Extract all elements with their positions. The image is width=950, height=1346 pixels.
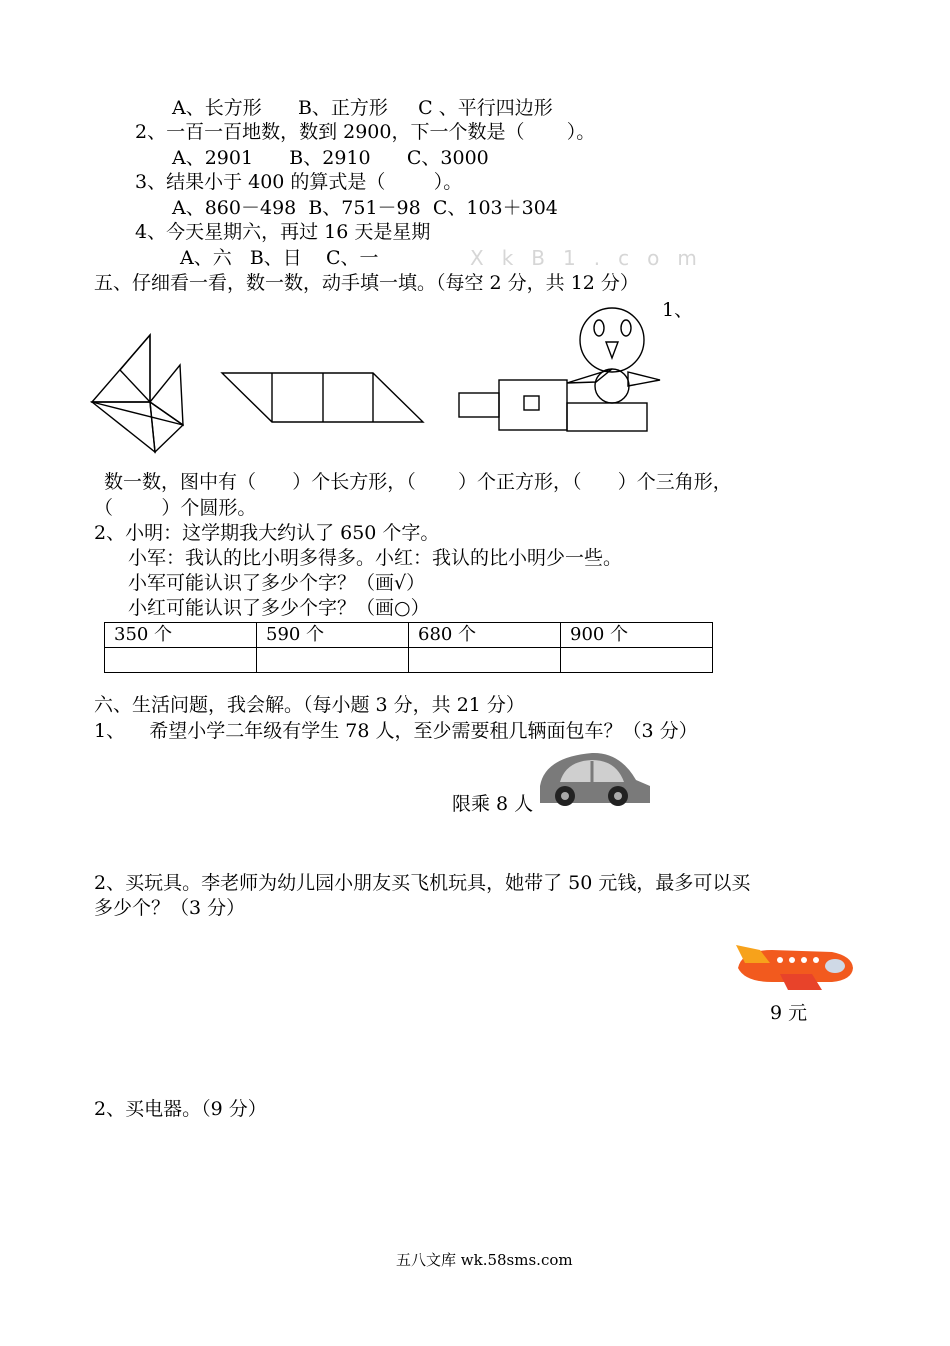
- robot-shape: [459, 308, 660, 431]
- section6-title: 六、生活问题，我会解。（每小题 3 分，共 21 分）: [94, 694, 525, 716]
- q2-text: 2、一百一百地数，数到 2900，下一个数是（ ）。: [135, 121, 596, 143]
- section5-q1-number: 1、: [662, 299, 694, 321]
- q2-options: A、2901 B、2910 C、3000: [172, 147, 489, 169]
- answer-cell[interactable]: [105, 648, 257, 673]
- watermark: XkB1.com: [470, 246, 715, 270]
- q2-line-1: 2、小明：这学期我大约认了 650 个字。: [94, 522, 440, 544]
- section6-q2-line-2: 多少个？（3 分）: [94, 897, 246, 919]
- table-cell: 350 个: [105, 623, 257, 648]
- answer-table: [104, 622, 713, 673]
- table-cell: 900 个: [561, 623, 713, 648]
- table-header-row: [105, 623, 713, 648]
- count-line-2: （ ）个圆形。: [94, 497, 257, 519]
- q3-text: 3、结果小于 400 的算式是（ ）。: [135, 171, 463, 193]
- q1-options: A、长方形 B、正方形 C 、平行四边形: [172, 97, 553, 119]
- section6-q2-line-1: 2、买玩具。李老师为幼儿园小朋友买飞机玩具，她带了 50 元钱，最多可以买: [94, 872, 751, 894]
- table-cell: 680 个: [409, 623, 561, 648]
- answer-cell[interactable]: [409, 648, 561, 673]
- section5-title: 五、仔细看一看，数一数，动手填一填。（每空 2 分，共 12 分）: [94, 272, 639, 294]
- count-line-1: 数一数，图中有（ ）个长方形，（ ）个正方形，（ ）个三角形，: [104, 471, 732, 493]
- q2-line-4: 小红可能认识了多少个字？（画○）: [128, 597, 430, 619]
- car-image: [540, 753, 650, 806]
- section6-q1: 1、 希望小学二年级有学生 78 人，至少需要租几辆面包车？（3 分）: [94, 720, 698, 742]
- q4-text: 4、今天星期六，再过 16 天是星期: [135, 221, 431, 243]
- section6-q3: 2、买电器。（9 分）: [94, 1098, 267, 1120]
- car-label: 限乘 8 人: [452, 793, 534, 815]
- q2-line-2: 小军：我认的比小明多得多。小红：我认的比小明少一些。: [128, 547, 623, 569]
- answer-cell[interactable]: [257, 648, 409, 673]
- airplane-image: [736, 945, 853, 990]
- footer: 五八文库 wk.58sms.com: [396, 1251, 573, 1269]
- table-answer-row: [105, 648, 713, 673]
- q2-line-3: 小军可能认识了多少个字？（画√）: [128, 572, 426, 594]
- table-cell: 590 个: [257, 623, 409, 648]
- answer-cell[interactable]: [561, 648, 713, 673]
- q3-options: A、860－498 B、751－98 C、103＋304: [172, 197, 558, 219]
- plane-price: 9 元: [770, 1002, 808, 1024]
- trapezoid-shape: [222, 373, 423, 422]
- pinwheel-shape: [92, 335, 183, 452]
- q4-options: A、六 B、日 C、一: [180, 247, 379, 269]
